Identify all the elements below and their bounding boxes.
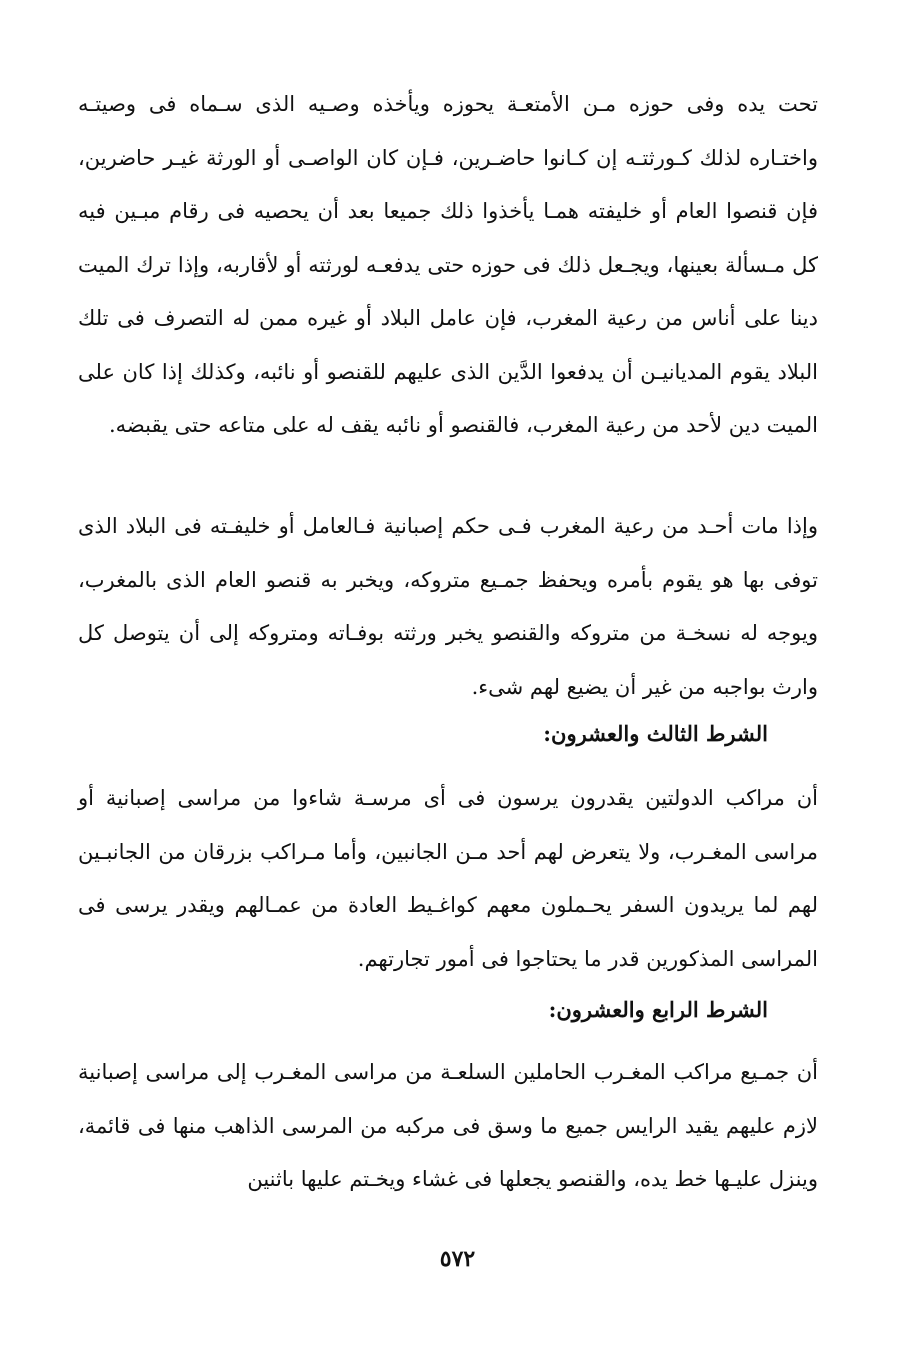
- heading-condition-23: الشرط الثالث والعشرون:: [543, 721, 768, 746]
- page-number: ٥٧٢: [439, 1246, 476, 1272]
- paragraph-3: أن مراكب الدولتين يقدرون يرسون فى أى مرسـة شاءوا من مراسى إصبانية أو مراسى المغـرب، ولا يتعرض لهم أحد مـن الجانبين، وأما مـراكب بزرقان من الجانبـين لهم لما يريدون السفر يحـملون معهم كواغـيط العادة من عمـالهم ويقدر يرسى فى المراسى المذكورين قدر ما يحتاجوا فى أمور تجارتهم.: [78, 786, 818, 971]
- paragraph-4: أن جمـيع مراكب المغـرب الحاملين السلعـة من مراسى المغـرب إلى مراسى إصبانية لازم عليهم يقيد الرايس جميع ما وسق فى مركبه من المرسى الذاهب منها فى قائمة، وينزل عليـها خط يده، والقنصو يجعلها فى غشاء ويخـتم عليها باثنين: [78, 1060, 818, 1191]
- heading-condition-24: الشرط الرابع والعشرون:: [548, 997, 768, 1022]
- paragraph-2: وإذا مات أحـد من رعية المغرب فـى حكم إصبانية فـالعامل أو خليفـته فى البلاد الذى توفى بها هو يقوم بأمره ويحفظ جمـيع متروكه، ويخبر به قنصو العام الذى بالمغرب، ويوجه له نسخـة من متروكه والقنصو يخبر ورثته بوفـاته ومتروكه إلى أن يتوصل كل وارث بواجبه من غير أن يضيع لهم شىء.: [78, 514, 818, 699]
- paragraph-1: تحت يده وفى حوزه مـن الأمتعـة يحوزه ويأخذه وصـيه الذى سـماه فى وصيتـه واختـاره لذلك كـورثتـه إن كـانوا حاضـرين، فـإن كان الواصـى أو الورثة غيـر حاضرين، فإن قنصوا العام أو خليفته همـا يأخذوا ذلك جميعا بعد أن يحصيه فى رقام مبـين فيه كل مـسألة بعينها، ويجـعل ذلك فى حوزه حتى يدفعـه لورثته أو لأقاربه، وإذا ترك الميت دينا على أناس من رعية المغرب، فإن عامل البلاد أو غيره ممن له التصرف فى تلك البلاد يقوم المديانيـن أن يدفعوا الدَّين الذى عليهم للقنصو أو نائبه، وكذلك إذا كان على الميت دين لأحد من رعية المغرب، فالقنصو أو نائبه يقف له على متاعه حتى يقبضه.: [78, 92, 818, 437]
